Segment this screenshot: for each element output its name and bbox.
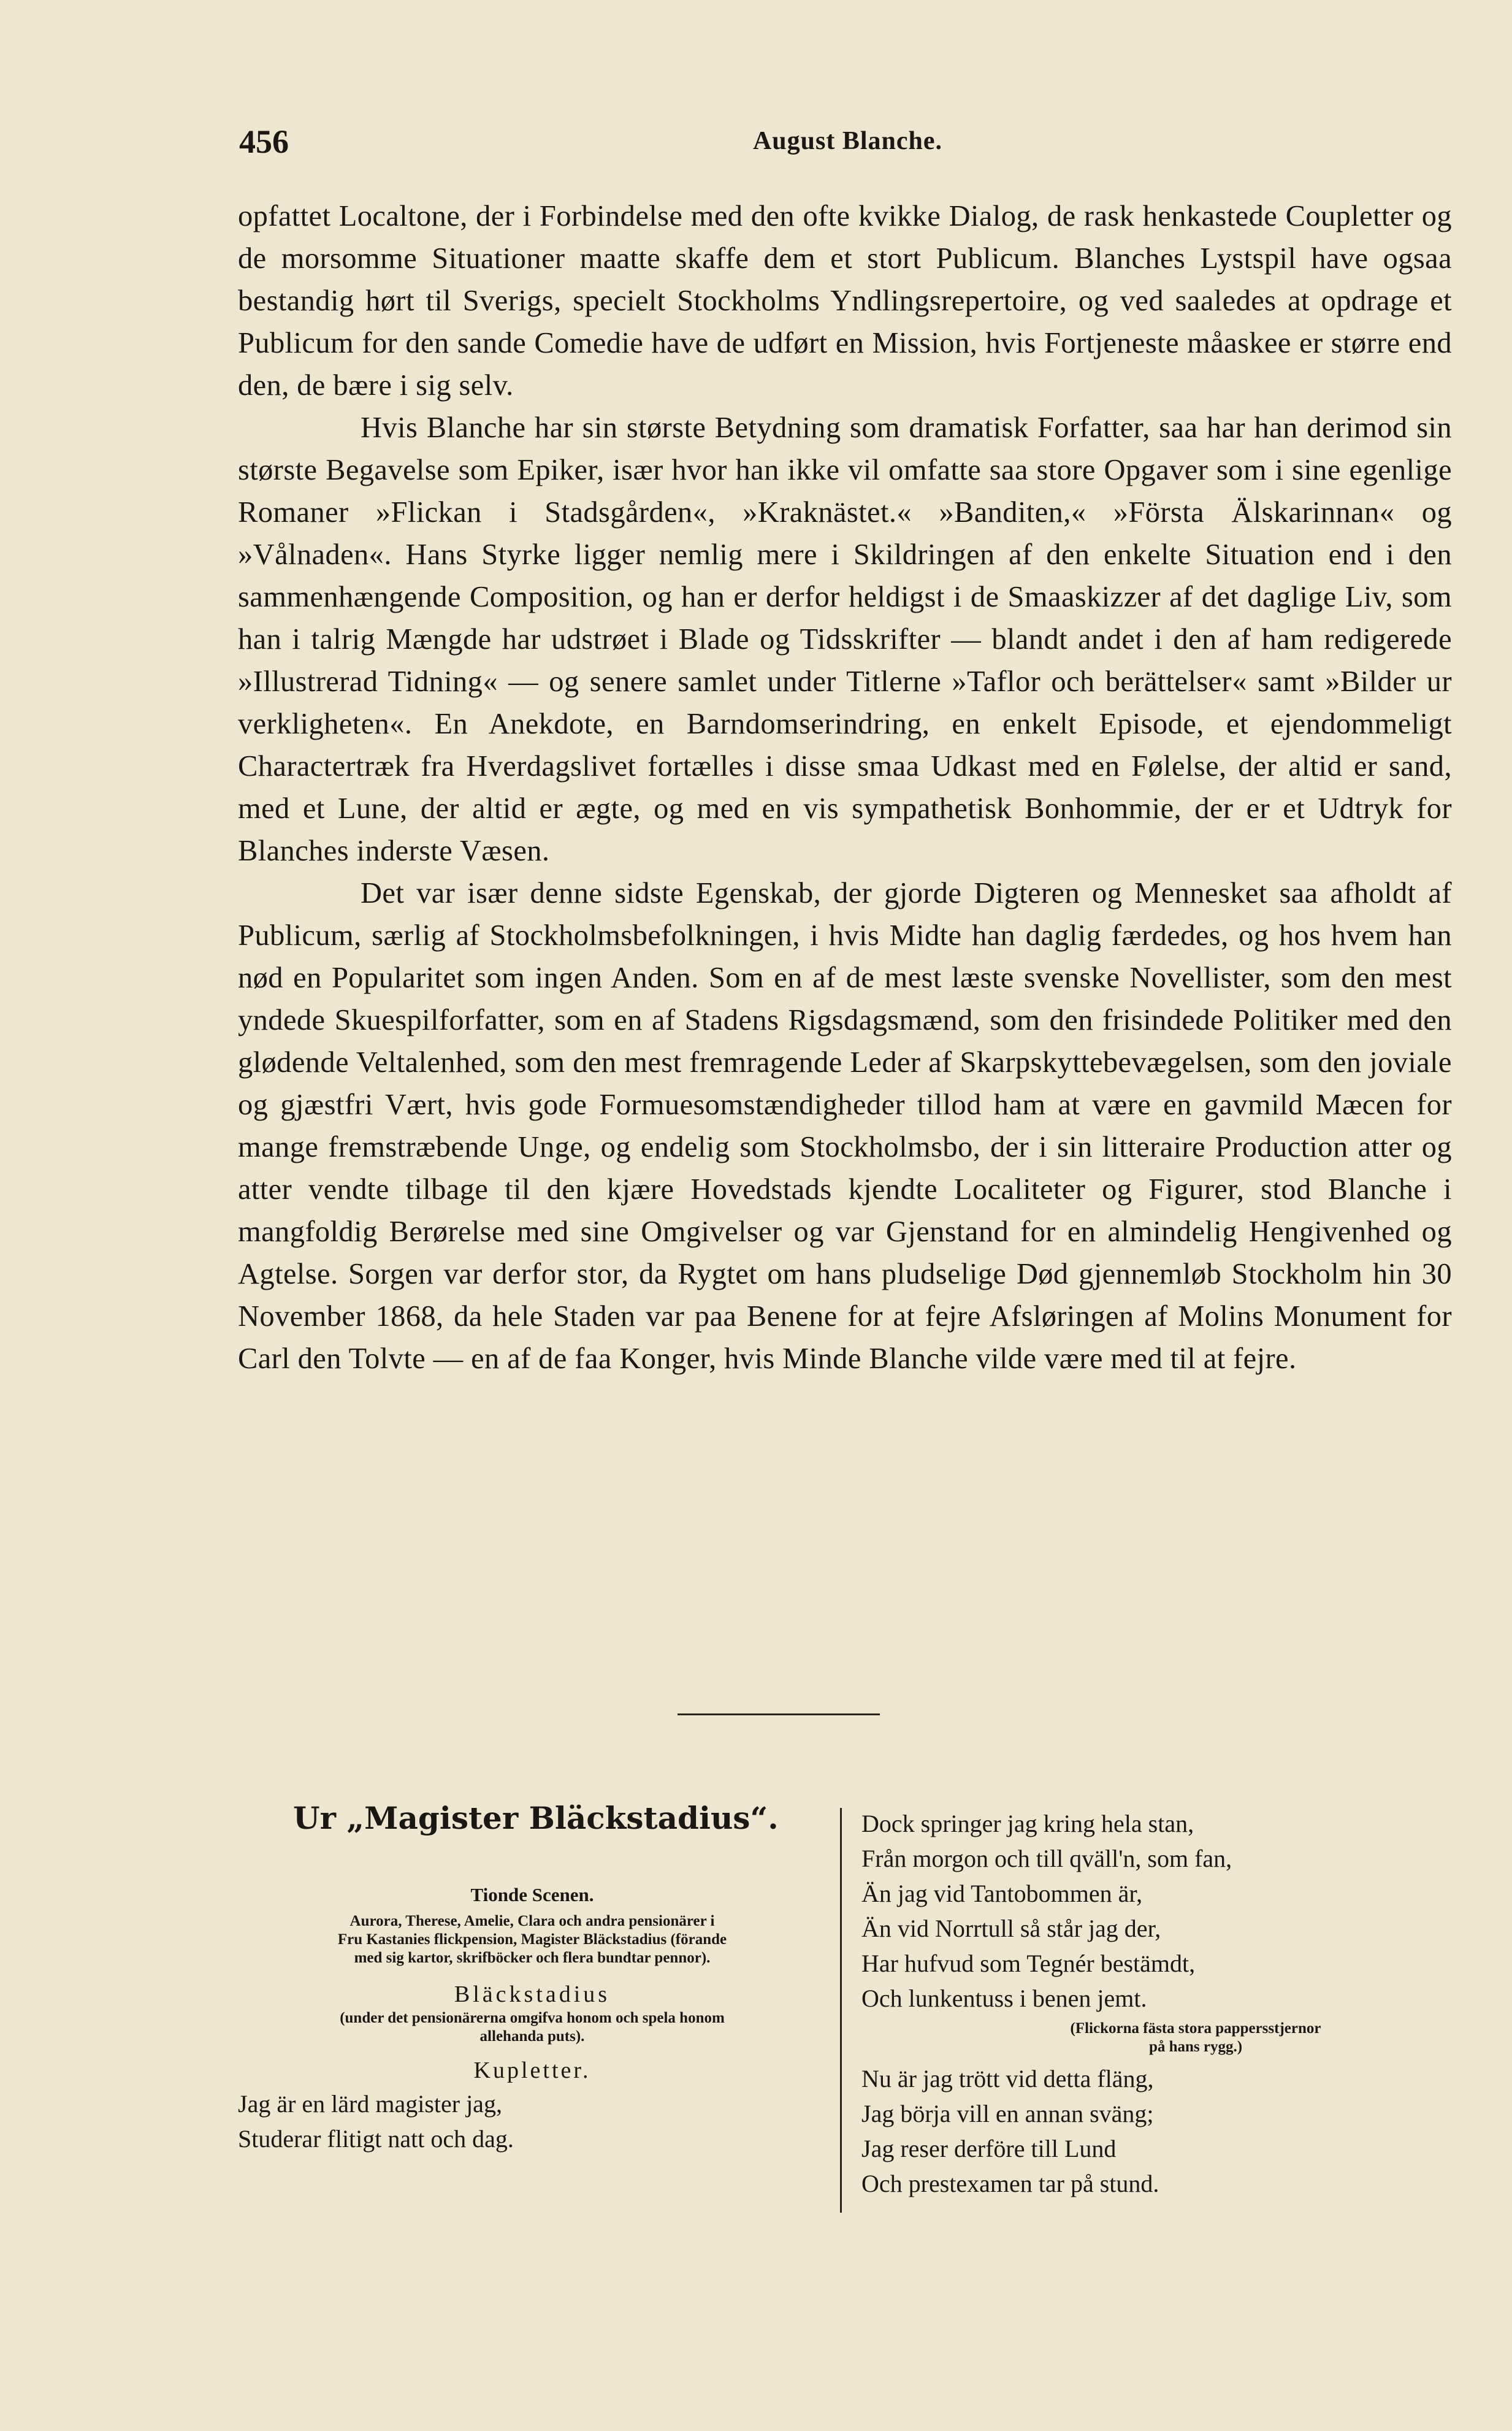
verse-line: Från morgon och till qväll'n, som fan, — [861, 1845, 1232, 1872]
song-title: Kupletter. — [473, 2058, 591, 2083]
cast-line: Fru Kastanies flickpension, Magister Bläckstadius (förande — [337, 1931, 727, 1948]
stage-direction — [238, 2009, 827, 2046]
cast-line: med sig kartor, skrifböcker och flera bundtar pennor). — [354, 1950, 711, 1966]
main-text — [238, 195, 1452, 1380]
verse-line: Och prestexamen tar på stund. — [861, 2170, 1159, 2197]
verse-line: Än vid Norrtull så står jag der, — [861, 1915, 1161, 1942]
speaker-name: Bläckstadius — [454, 1981, 611, 2007]
verse-line: Jag börja vill en annan sväng; — [861, 2100, 1154, 2127]
paragraph: Det var især denne sidste Egenskab, der gjorde Digteren og Mennesket saa afholdt af Publicum, særlig af Stockholmsbefolkningen, i hvis Midte han daglig færdedes, og hos hvem han nød en Popularitet som ingen Anden. Som en af de mest læste svenske Novellister, som den mest yndede Skuespilforfatter, som en af Stadens Rigsdagsmænd, som den frisindede Politiker med den glødende Veltalenhed, som den mest fremragende Leder af Skarpskyttebevægelsen, som den joviale og gjæstfri Vært, hvis gode Formuesomstændigheder tillod ham at være en gavmild Mæcen for mange fremstræbende Unge, og endelig som Stockholmsbo, der i sin litteraire Production atter og atter vendte tilbage til den kjære Hovedstads kjendte Localiteter og Figurer, stod Blanche i mangfoldig Berørelse med sine Omgivelser og var Gjenstand for en almindelig Hengivenhed og Agtelse. Sorgen var derfor stor, da Rygtet om hans pludselige Død gjennemløb Stockholm hin 30 November 1868, da hele Staden var paa Benene for at fejre Afsløringen af Molins Monument for Carl den Tolvte — en af de faa Konger, hvis Minde Blanche vilde være med til at fejre. — [238, 877, 1452, 1375]
verse-line: Än jag vid Tantobommen är, — [861, 1880, 1143, 1907]
scene-title: Tionde Scenen. — [470, 1884, 594, 1905]
verse-line: Jag reser derföre till Lund — [861, 2135, 1117, 2162]
running-head — [239, 123, 1456, 166]
verse — [238, 2086, 827, 2156]
excerpt-left-column — [238, 1791, 827, 2156]
column-rule — [840, 1808, 842, 2213]
stage-direction-line: (under det pensionärerna omgifva honom och spela honom — [340, 2010, 725, 2026]
verse-line: Har hufvud som Tegnér bestämdt, — [861, 1950, 1196, 1977]
page-number: 456 — [239, 123, 289, 160]
verse — [861, 1806, 1456, 2016]
verse-line: Jag är en lärd magister jag, — [238, 2090, 502, 2118]
verse — [861, 2061, 1456, 2201]
verse-line: Studerar flitigt natt och dag. — [238, 2125, 514, 2153]
paragraph: Hvis Blanche har sin største Betydning som dramatisk Forfatter, saa har han derimod sin største Begavelse som Epiker, især hvor han ikke vil omfatte saa store Opgaver som i sine egenlige Romaner »Flickan i Stadsgården«, »Kraknästet.« »Banditen,« »Första Älskarinnan« og »Vålnaden«. Hans Styrke ligger nemlig mere i Skildringen af den enkelte Situation end i den sammenhængende Composition, og han er derfor heldigst i de Smaaskizzer af det daglige Liv, som han i talrig Mængde har udstrøet i Blade og Tidsskrifter — blandt andet i den af ham redigerede »Illustrerad Tidning« — og senere samlet under Titlerne »Taflor och berättelser« samt »Bilder ur verkligheten«. En Anekdote, en Barndomserindring, en enkelt Episode, et ejendommeligt Charactertræk fra Hverdagslivet fortælles i disse smaa Udkast med en Følelse, der altid er sand, med et Lune, der altid er ægte, og med en vis sympathetisk Bonhommie, der er et Udtryk for Blanches inderste Væsen. — [238, 412, 1452, 867]
running-title: August Blanche. — [752, 127, 943, 155]
paragraph: opfattet Localtone, der i Forbindelse med den ofte kvikke Dialog, de rask henkastede Coupletter og de morsomme Situationer maatte skaffe dem et stort Publicum. Blanches Lystspil have ogsaa bestandig hørt til Sverigs, specielt Stockholms Yndlingsrepertoire, og ved saaledes at opdrage et Publicum for den sande Comedie have de udført en Mission, hvis Fortjeneste måaskee er større end den, de bære i sig selv. — [238, 200, 1452, 402]
stage-direction-line: (Flickorna fästa stora pappersstjernor — [1070, 2020, 1321, 2037]
verse-line: Dock springer jag kring hela stan, — [861, 1810, 1194, 1837]
section-divider — [678, 1713, 880, 1715]
stage-direction-line: allehanda puts). — [479, 2028, 585, 2045]
excerpt-right-column — [861, 1806, 1456, 2201]
cast-line: Aurora, Therese, Amelie, Clara och andra pensionärer i — [349, 1913, 715, 1929]
verse-line: Och lunkentuss i benen jemt. — [861, 1985, 1147, 2012]
excerpt-title: Ur „Magister Bläckstadius“. — [293, 1800, 779, 1836]
verse-line: Nu är jag trött vid detta fläng, — [861, 2065, 1154, 2092]
stage-direction — [861, 2019, 1456, 2056]
stage-direction-line: på hans rygg.) — [1148, 2039, 1243, 2055]
cast-list — [238, 1912, 827, 1967]
